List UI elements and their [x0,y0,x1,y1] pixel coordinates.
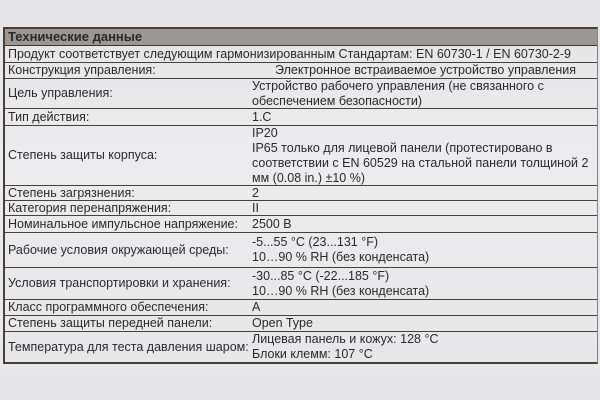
table-row-operating-conditions [5,233,597,268]
row-value [252,79,544,108]
table-row-control-construction [5,63,597,79]
row-value [252,300,260,315]
row-value [252,109,271,125]
row-label: Цель управления: [8,86,113,100]
row-label: Рабочие условия окружающей среды: [8,242,229,257]
row-value [252,233,429,267]
row-label: Степень защиты корпуса: [8,148,158,162]
table-row-overvoltage-category [5,201,597,216]
technical-data-table [3,27,598,364]
table-row-ball-pressure-test [5,332,597,362]
row-value [252,201,259,215]
value-line: IP20 [252,125,278,140]
row-label: Температура для теста давления шаром: [8,339,249,354]
standards-row [5,46,597,63]
row-label: Тип действия: [8,109,90,124]
row-label: Категория перенапряжения: [8,200,172,215]
table-row-action-type [5,109,597,126]
value-line: 2500 В [252,216,292,231]
row-label: Степень защиты передней панели: [8,316,213,330]
value-line: 1.C [252,109,272,124]
table-row-control-purpose [5,79,597,109]
row-label: Конструкция управления: [8,63,156,77]
value-line: Электронное встраиваемое устройство управления [275,63,577,77]
value-line: -30...85 °C (-22...185 °F) [252,268,390,283]
value-line: Лицевая панель и кожух: 128 °C [252,332,439,346]
row-value [252,126,588,185]
value-line: -5...55 °C (23...131 °F) [252,235,379,249]
table-row-impulse-voltage [5,216,597,233]
row-label: Класс программного обеспечения: [8,300,209,314]
value-line: Устройство рабочего управления (не связанного с [252,78,544,93]
table-row-transport-storage [5,268,597,300]
row-value [252,216,292,232]
row-value [252,186,259,200]
row-value [252,316,313,331]
value-line: 10…90 % RH (без конденсата) [252,283,430,298]
value-line: соответствии с EN 60529 на стальной панели толщиной 2 [252,155,589,170]
row-value [252,268,429,299]
table-row-pollution-degree [5,186,597,201]
row-label: Степень загрязнения: [8,185,135,200]
value-line: мм (0.08 in.) ±10 %) [252,170,365,185]
table-row-software-class [5,300,597,316]
value-line: Блоки клемм: 107 °C [252,347,373,361]
value-line: IP65 только для лицевой панели (протестировано в [252,140,553,155]
value-line: Open Type [252,316,313,330]
value-line: 2 [252,185,259,200]
row-label: Условия транспортировки и хранения: [8,276,231,290]
standards-text: Продукт соответствует следующим гармонизированным Стандартам: EN 60730-1 / EN 60730-2-9 [8,47,571,61]
table-row-enclosure-protection [5,126,597,186]
row-label: Номинальное импульсное напряжение: [8,216,238,231]
value-line: A [252,300,261,314]
row-value [275,63,576,78]
table-title: Технические данные [5,29,597,46]
value-line: 10…90 % RH (без конденсата) [252,250,430,264]
value-line: II [252,200,259,215]
value-line: обеспечением безопасности) [252,93,423,108]
table-row-front-panel-protection [5,316,597,332]
row-value [252,332,438,362]
